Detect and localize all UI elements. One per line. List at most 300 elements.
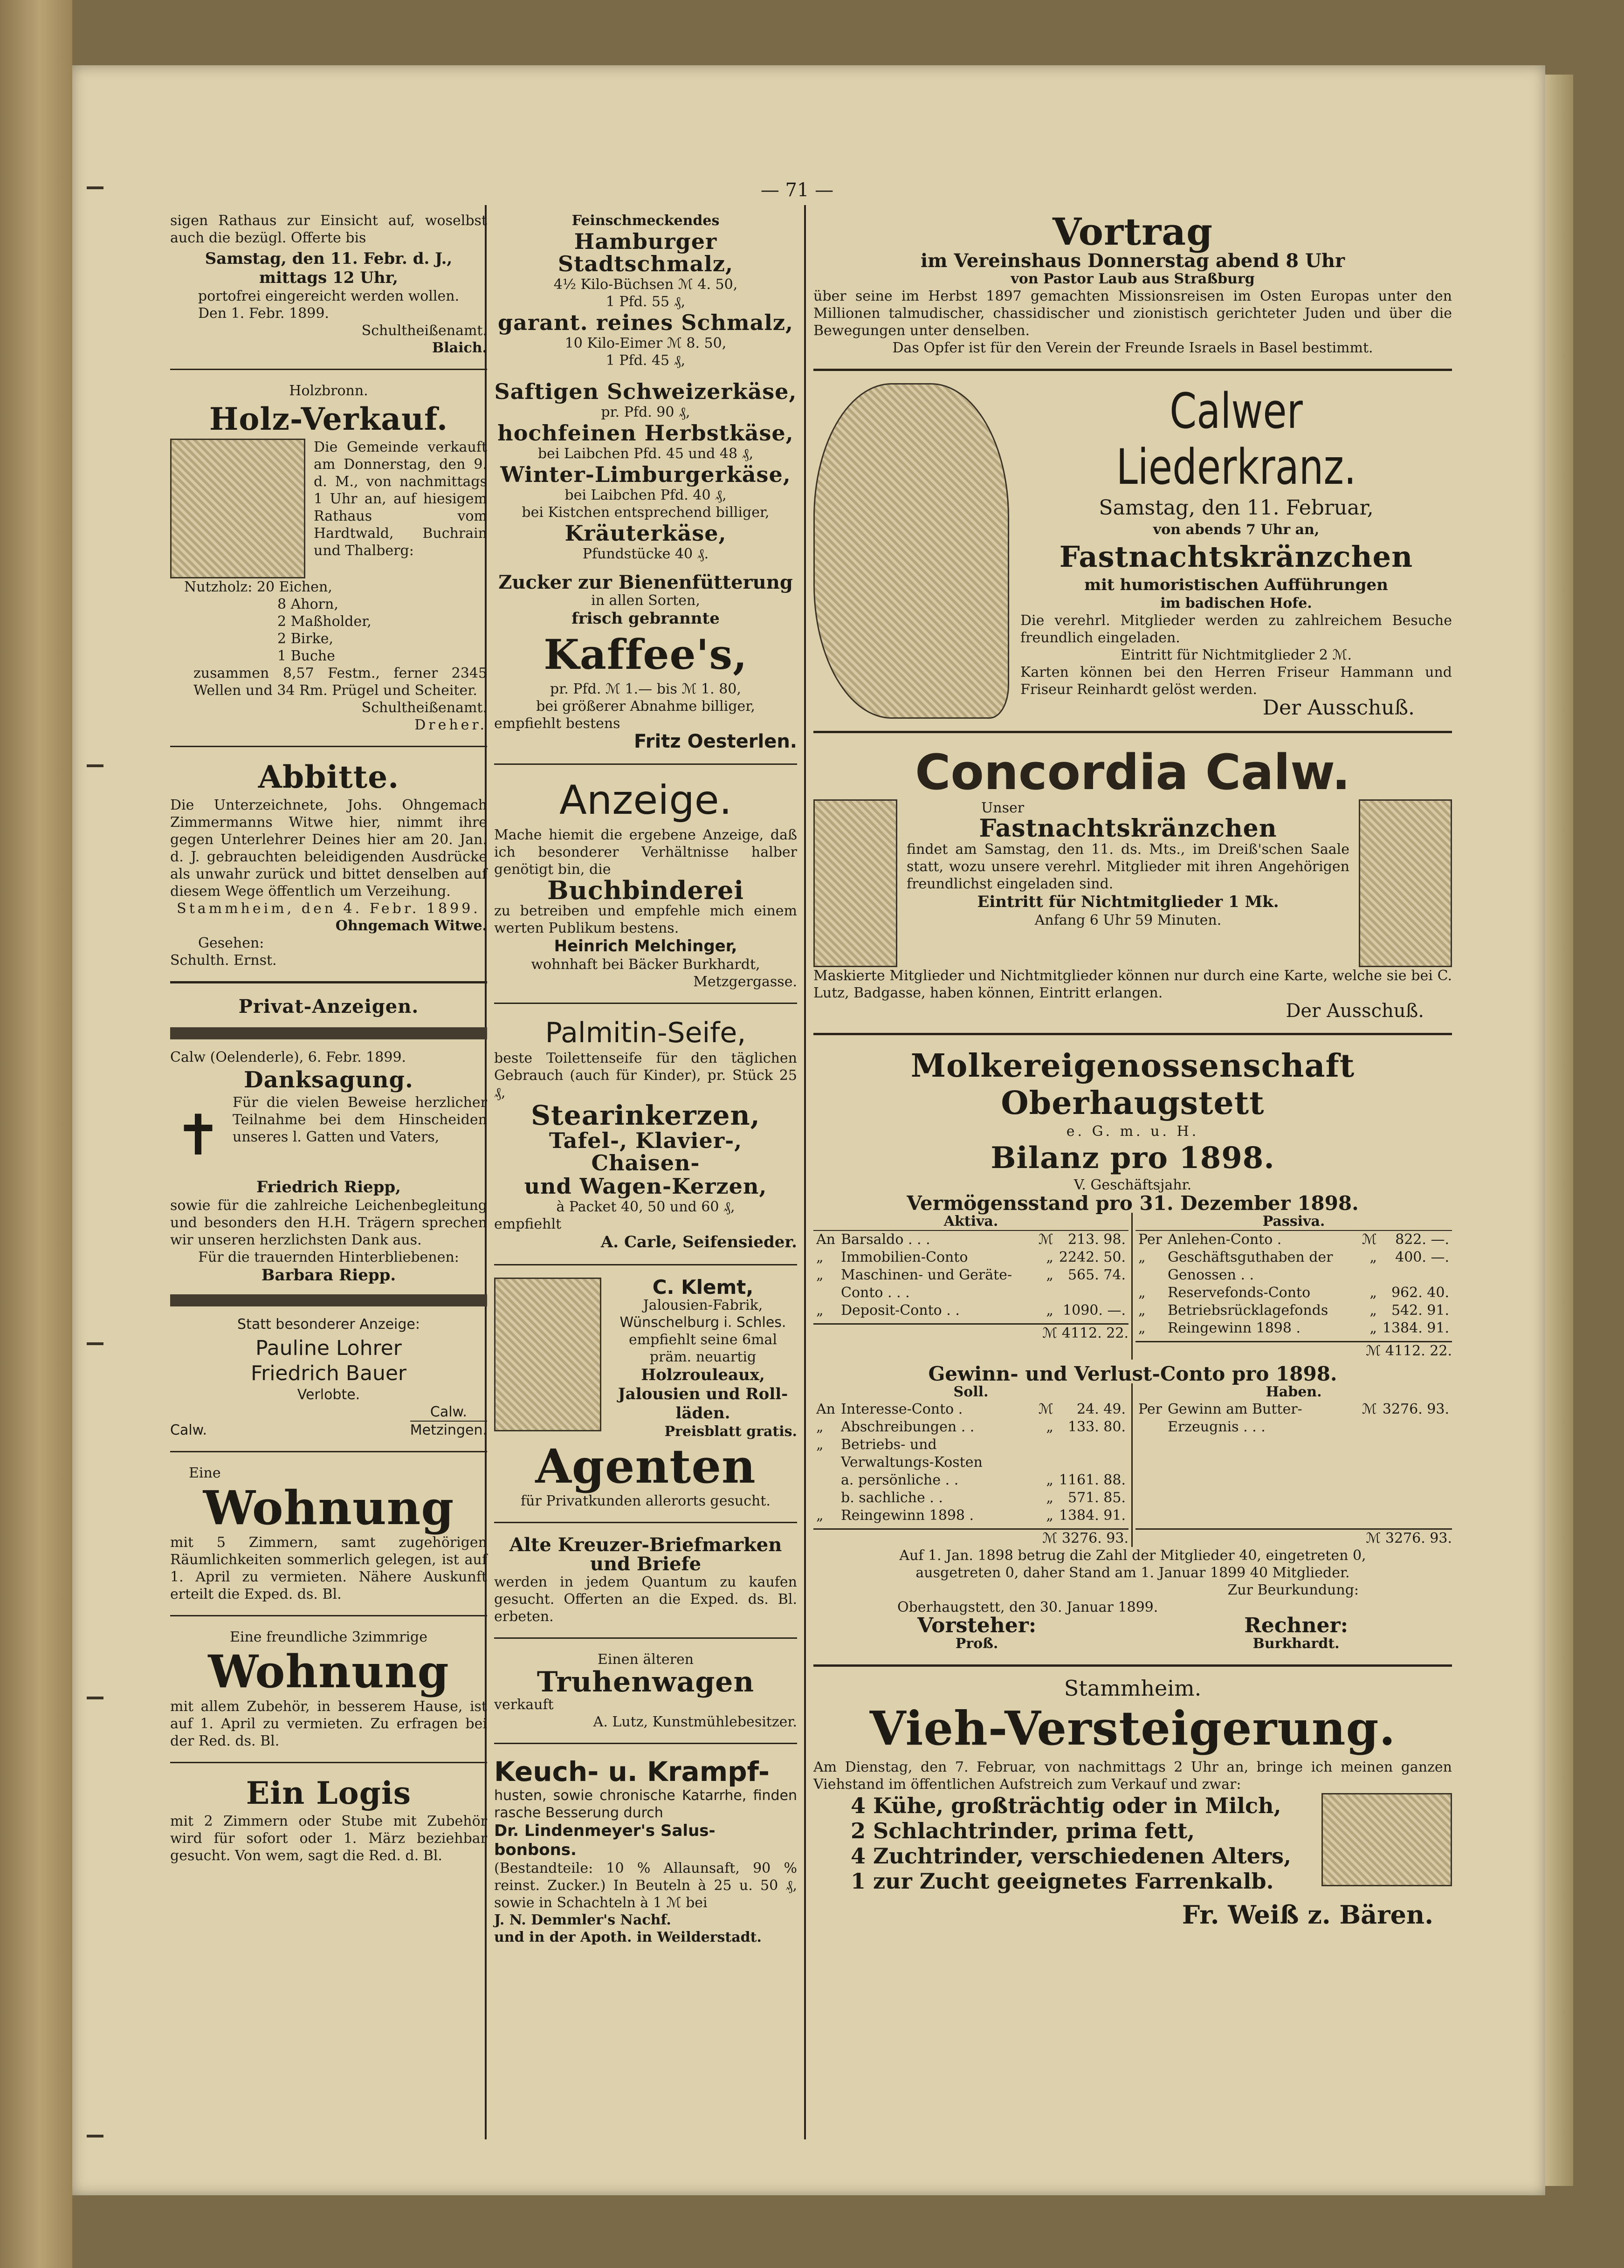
liederkranz-sub: mit humoristischen Aufführungen xyxy=(1084,576,1388,594)
kaese-title: Winter-Limburgerkäse, xyxy=(500,462,791,487)
klemt-line: Wünschelburg i. Schles. xyxy=(619,1314,786,1331)
stearin-title: Stearinkerzen, xyxy=(531,1100,760,1131)
table-cell-label: Barsaldo . . . xyxy=(841,1231,930,1248)
molkerei-title: Molkereigenossenschaft Oberhaugstett xyxy=(910,1047,1355,1122)
anzeige-text2: zu betreiben und empfehle mich einem werten Publikum bestens. xyxy=(494,903,797,936)
holz-sum: zusammen 8,57 Festm., ferner 2345 Wellen und 34 Rm. Prügel und Scheiter. xyxy=(193,665,487,699)
cross-icon: ✝ xyxy=(174,1103,222,1168)
anzeige-addr: Metzgergasse. xyxy=(693,974,797,990)
haben-side xyxy=(1133,1383,1452,1547)
liederkranz-time: von abends 7 Uhr an, xyxy=(1153,522,1320,538)
vieh-text: Am Dienstag, den 7. Februar, von nachmittags 2 Uhr an, bringe ich meinen ganzen Viehstand im öffentlichen Aufstreich zum Verkauf und zwar: xyxy=(813,1759,1452,1793)
table-cell-label: Geschäftsguthaben der Genossen . . xyxy=(1167,1249,1333,1283)
soll-table xyxy=(813,1401,1129,1525)
klemt-name: C. Klemt, xyxy=(652,1276,754,1299)
wohnung2-head: Eine freundliche 3zimmrige xyxy=(229,1629,428,1645)
table-cell-pre: „ xyxy=(816,1507,824,1524)
table-cell-cur: „ xyxy=(1369,1285,1377,1301)
divider xyxy=(813,1033,1452,1035)
kaffee-line: pr. Pfd. ℳ 1.— bis ℳ 1. 80, xyxy=(550,681,741,697)
table-cell-label: Immobilien-Conto xyxy=(841,1249,968,1265)
table-cell-cur: „ xyxy=(1046,1267,1053,1283)
palmitin-text: beste Toilettenseife für den täglichen Gebrauch (auch für Kinder), pr. Stück 25 ₰, xyxy=(494,1050,797,1101)
table-cell-pre xyxy=(813,1489,838,1507)
table-cell-pre: „ xyxy=(816,1267,824,1283)
table-cell-cur: „ xyxy=(1369,1249,1377,1265)
schmalz-head: Feinschmeckendes xyxy=(571,213,720,229)
liederkranz-cards: Karten können bei den Herren Friseur Hammann und Friseur Reinhardt gelöst werden. xyxy=(1020,664,1452,698)
table-cell-val xyxy=(1056,1436,1129,1471)
vortrag-sub: im Vereinshaus Donnerstag abend 8 Uhr xyxy=(920,250,1345,272)
guv-table xyxy=(813,1383,1452,1547)
table-cell-cur: „ xyxy=(1369,1302,1377,1319)
table-cell-label: Reservefonds-Conto xyxy=(1167,1285,1311,1301)
table-cell-pre: „ xyxy=(816,1419,824,1435)
dank-text2: sowie für die zahlreiche Leichenbegleitung und besonders den H.H. Trägern sprechen wir unseren herzlichsten Dank aus. xyxy=(170,1197,487,1248)
table-cell-pre: „ xyxy=(816,1249,824,1265)
keuchhusten-title: Keuch- u. Krampf- xyxy=(494,1756,770,1787)
divider xyxy=(170,981,487,983)
anzeige-title: Anzeige. xyxy=(559,777,732,824)
dancer-illustration xyxy=(1359,799,1452,967)
table-cell-label: a. persönliche . . xyxy=(841,1472,959,1488)
abbitte-seen: Gesehen: xyxy=(198,935,264,951)
holz-text: Die Gemeinde verkauft am Donnerstag, den 9. d. M., von nachmittags 1 Uhr an, auf hiesigem Rathaus vom Hardtwald, Buchrain und Thalberg: xyxy=(314,439,487,559)
klemt-line: empfiehlt seine 6mal präm. neuartig xyxy=(628,1332,778,1365)
holz-items xyxy=(170,578,487,665)
table-cell-pre: An xyxy=(816,1401,835,1417)
schmalz-title: Hamburger Stadtschmalz, xyxy=(557,229,734,276)
engagement-name: Friedrich Bauer xyxy=(251,1361,406,1385)
table-cell-val: 1384. 91. xyxy=(1382,1320,1449,1336)
holz-place: Holzbronn. xyxy=(289,383,368,399)
wohnung2-text: mit allem Zubehör, in besserem Hause, ist auf 1. April zu vermieten. Zu erfragen bei der Red. ds. Bl. xyxy=(170,1698,487,1749)
divider xyxy=(813,731,1452,733)
binding-mark xyxy=(87,1697,103,1699)
divider xyxy=(494,1003,797,1004)
kaese-title: Kräuterkäse, xyxy=(564,521,727,546)
rechner-label: Rechner: xyxy=(1244,1614,1348,1637)
table-cell-label: Reingewinn 1898 . xyxy=(1167,1320,1301,1336)
table-row xyxy=(1135,1231,1452,1249)
table-cell-val: 962. 40. xyxy=(1391,1285,1449,1301)
dank-body xyxy=(170,1094,487,1178)
engagement-name: Pauline Lohrer xyxy=(255,1336,402,1360)
vieh-place: Stammheim. xyxy=(1064,1676,1202,1701)
table-cell-cur: ℳ xyxy=(1362,1401,1377,1417)
kaese-title: hochfeinen Herbstkäse, xyxy=(497,420,794,446)
concordia-sign: Der Ausschuß. xyxy=(1286,1000,1424,1022)
abbitte-title: Abbitte. xyxy=(258,759,399,795)
kaese-line: Pfundstücke 40 ₰. xyxy=(582,546,709,562)
table-cell-label: Betriebsrücklagefonds xyxy=(1167,1302,1328,1319)
table-cell-val: 822. —. xyxy=(1395,1231,1449,1248)
concordia-event: Fastnachtskränzchen xyxy=(979,814,1277,843)
soll-side xyxy=(813,1383,1133,1547)
molkerei-date: Oberhaugstett, den 30. Januar 1899. xyxy=(897,1599,1158,1615)
holz-item: 2 Maßholder, xyxy=(277,613,372,630)
vieh-items xyxy=(813,1793,1321,1894)
wohnung2-title: Wohnung xyxy=(208,1645,449,1698)
concordia-body xyxy=(813,799,1452,967)
table-cell-val: 133. 80. xyxy=(1067,1419,1126,1435)
zucker-line: in allen Sorten, xyxy=(591,592,700,609)
column-2 xyxy=(494,212,797,1946)
divider xyxy=(813,369,1452,371)
spacer xyxy=(1135,1436,1452,1525)
divider xyxy=(494,1743,797,1744)
divider xyxy=(494,1522,797,1523)
schmalz-line: 1 Pfd. 45 ₰, xyxy=(606,352,686,369)
jester-illustration xyxy=(813,799,897,967)
stearin-line: und Wagen-Kerzen, xyxy=(524,1174,767,1199)
molkerei-year: V. Geschäftsjahr. xyxy=(1073,1177,1192,1193)
vieh-item: 4 Kühe, großträchtig oder in Milch, xyxy=(851,1793,1281,1818)
molkerei-guv: Gewinn- und Verlust-Conto pro 1898. xyxy=(928,1362,1337,1385)
table-row xyxy=(813,1401,1129,1418)
wohnung1-title: Wohnung xyxy=(203,1480,454,1535)
jalousie-illustration xyxy=(494,1278,601,1431)
briefmarken-text: werden in jedem Quantum zu kaufen gesucht. Offerten an die Exped. ds. Bl. erbeten. xyxy=(494,1574,797,1625)
kaese-line: bei Laibchen Pfd. 40 ₰, xyxy=(564,487,727,503)
table-cell-cur xyxy=(1036,1436,1056,1471)
molkerei-members: Auf 1. Jan. 1898 betrug die Zahl der Mitglieder 40, eingetreten 0, ausgetreten 0, daher Stand am 1. Januar 1899 40 Mitglieder. xyxy=(899,1547,1366,1581)
abbitte-date: Stammheim, den 4. Febr. 1899. xyxy=(177,900,481,917)
table-cell-pre: „ xyxy=(1138,1320,1146,1336)
concordia-start: Anfang 6 Uhr 59 Minuten. xyxy=(1034,912,1222,928)
vortrag-sub2: von Pastor Laub aus Straßburg xyxy=(1011,271,1255,287)
agenten-title: Agenten xyxy=(535,1439,756,1494)
truhen-head: Einen älteren xyxy=(597,1651,694,1668)
vieh-title: Vieh-Versteigerung. xyxy=(869,1701,1396,1756)
klemt-line: Jalousien-Fabrik, xyxy=(643,1297,763,1313)
dank-sign: Barbara Riepp. xyxy=(261,1266,396,1285)
holz-body xyxy=(170,439,487,578)
cow-illustration xyxy=(1321,1793,1452,1886)
binding-mark xyxy=(87,764,103,767)
tender-date: Den 1. Febr. 1899. xyxy=(198,305,329,322)
kaffee-sign: Fritz Oesterlen. xyxy=(634,731,797,752)
table-cell-cur: „ xyxy=(1046,1507,1053,1524)
binding-mark xyxy=(87,1342,103,1345)
liederkranz-ad xyxy=(813,383,1452,719)
table-cell-pre: Per xyxy=(1138,1401,1162,1417)
truhen-title: Truhenwagen xyxy=(537,1666,755,1698)
molkerei-sub: e. G. m. u. H. xyxy=(1066,1123,1199,1140)
logis-text: mit 2 Zimmern oder Stube mit Zubehör wird für sofort oder 1. März beziehbar gesucht. Von wem, sagt die Red. d. Bl. xyxy=(170,1813,487,1864)
schmalz-line: 1 Pfd. 55 ₰, xyxy=(606,294,686,310)
liederkranz-entry: Eintritt für Nichtmitglieder 2 ℳ. xyxy=(1120,647,1352,663)
clown-illustration xyxy=(813,383,1009,719)
tender-office: Schultheißenamt. xyxy=(361,323,487,339)
engagement-head: Statt besonderer Anzeige: xyxy=(237,1316,420,1333)
liederkranz-sign: Der Ausschuß. xyxy=(1262,696,1415,720)
engagement-word: Verlobte. xyxy=(297,1387,360,1403)
engagement-place: Metzingen. xyxy=(410,1422,487,1438)
table-cell-cur: ℳ xyxy=(1038,1401,1053,1417)
aktiva-heading: Aktiva. xyxy=(813,1213,1129,1231)
table-cell-val: 1161. 88. xyxy=(1059,1472,1126,1488)
concordia-text xyxy=(907,799,1349,967)
kaffee-head: frisch gebrannte xyxy=(571,609,720,628)
table-cell-val: 3276. 93. xyxy=(1382,1401,1449,1417)
liederkranz-place: im badischen Hofe. xyxy=(1160,595,1312,612)
schmalz-title2: garant. reines Schmalz, xyxy=(497,310,794,335)
table-row xyxy=(1135,1302,1452,1320)
table-cell-cur: „ xyxy=(1046,1472,1053,1488)
dank-title: Danksagung. xyxy=(244,1067,413,1093)
vortrag-title: Vortrag xyxy=(1052,210,1213,254)
klemt-line: Jalousien und Roll-läden. xyxy=(618,1385,788,1423)
kaffee-line: empfiehlt bestens xyxy=(494,715,620,732)
table-cell-val: 2242. 50. xyxy=(1059,1249,1126,1265)
vortrag-text2: Das Opfer ist für den Verein der Freunde Israels in Basel bestimmt. xyxy=(892,340,1373,356)
column-rule xyxy=(804,205,806,2139)
table-row xyxy=(813,1418,1129,1436)
abbitte-seen-sign: Schulth. Ernst. xyxy=(170,952,277,969)
table-cell-cur: „ xyxy=(1369,1320,1377,1336)
decorative-bar xyxy=(170,1027,487,1039)
soll-heading: Soll. xyxy=(953,1384,989,1400)
column-1 xyxy=(170,212,487,1864)
table-cell-val: 400. —. xyxy=(1395,1249,1449,1265)
keuchhusten-bold: Dr. Lindenmeyer's Salus-bonbons. xyxy=(494,1821,716,1859)
tender-sign: Blaich. xyxy=(432,340,487,356)
table-cell-cur: „ xyxy=(1046,1249,1053,1265)
table-cell-val: 1090. —. xyxy=(1063,1302,1126,1319)
table-cell-label: Deposit-Conto . . xyxy=(841,1302,960,1319)
kaffee-title: Kaffee's, xyxy=(544,630,748,679)
klemt-ad xyxy=(494,1278,797,1440)
logis-title: Ein Logis xyxy=(246,1775,412,1811)
table-cell-label: Reingewinn 1898 . xyxy=(841,1507,974,1524)
spacer xyxy=(494,369,797,379)
wohnung1-eine: Eine xyxy=(189,1465,221,1481)
table-cell-val: 542. 91. xyxy=(1391,1302,1449,1319)
tender-deadline: Samstag, den 11. Febr. d. J., mittags 12 Uhr, xyxy=(205,249,453,287)
dank-place: Calw (Oelenderle), 6. Febr. 1899. xyxy=(170,1049,406,1065)
table-cell-pre xyxy=(813,1471,838,1489)
holz-item: Nutzholz: 20 Eichen, xyxy=(184,579,332,595)
liederkranz-date: Samstag, den 11. Februar, xyxy=(1099,496,1374,520)
divider xyxy=(170,1615,487,1616)
engagement-places xyxy=(170,1403,487,1439)
private-ads-heading: Privat-Anzeigen. xyxy=(238,996,419,1017)
divider xyxy=(813,1664,1452,1667)
vieh-item: 2 Schlachtrinder, prima fett, xyxy=(851,1818,1195,1843)
haben-table xyxy=(1135,1401,1452,1436)
vieh-item: 4 Zuchtrinder, verschiedenen Alters, xyxy=(851,1843,1291,1869)
table-cell-val: 1384. 91. xyxy=(1059,1507,1126,1524)
divider xyxy=(170,369,487,370)
tender-text: portofrei eingereicht werden wollen. xyxy=(198,288,460,304)
holz-item: 1 Buche xyxy=(277,648,335,664)
stearin-empf: empfiehlt xyxy=(494,1216,562,1232)
table-row xyxy=(813,1266,1129,1302)
rechner-name: Burkhardt. xyxy=(1252,1636,1340,1652)
briefmarken-title: Alte Kreuzer-Briefmarken xyxy=(509,1534,782,1556)
molkerei-verm: Vermögensstand pro 31. Dezember 1898. xyxy=(907,1192,1359,1215)
molkerei-signs xyxy=(813,1616,1452,1652)
table-cell-label: b. sachliche . . xyxy=(841,1490,943,1506)
table-cell-label: Betriebs- und Verwaltungs-Kosten xyxy=(841,1436,983,1471)
kaffee-line: bei größerer Abnahme billiger, xyxy=(536,698,755,715)
molkerei-sign-rechner xyxy=(1244,1616,1348,1652)
liederkranz-text xyxy=(1020,383,1452,719)
tender-text: sigen Rathaus zur Einsicht auf, woselbst auch die bezügl. Offerte bis xyxy=(170,213,487,246)
engagement-places-right xyxy=(410,1403,487,1439)
agenten-line: für Privatkunden allerorts gesucht. xyxy=(521,1493,771,1509)
passiva-side xyxy=(1133,1213,1452,1360)
previous-page-strip xyxy=(0,0,72,2268)
table-cell-label: Anlehen-Conto . xyxy=(1167,1231,1282,1248)
table-row xyxy=(813,1507,1129,1525)
binding-mark xyxy=(87,2135,103,2137)
divider xyxy=(170,1451,487,1452)
table-cell-pre: Per xyxy=(1138,1231,1162,1248)
table-cell-label: Interesse-Conto . xyxy=(841,1401,963,1417)
table-cell-val: 24. 49. xyxy=(1077,1401,1126,1417)
kaese-line: pr. Pfd. 90 ₰, xyxy=(601,404,690,420)
concordia-unser: Unser xyxy=(981,800,1025,816)
stearin-price: à Packet 40, 50 und 60 ₰, xyxy=(556,1199,735,1215)
table-cell-pre: „ xyxy=(816,1436,824,1453)
table-row xyxy=(1135,1401,1452,1436)
kaese-line: bei Laibchen Pfd. 45 und 48 ₰, xyxy=(537,446,754,462)
truhen-line: verkauft xyxy=(494,1697,554,1713)
holz-office: Schultheißenamt. xyxy=(361,700,487,716)
briefmarken-title: und Briefe xyxy=(590,1553,702,1575)
table-row xyxy=(1135,1320,1452,1337)
divider xyxy=(494,763,797,765)
divider xyxy=(494,1637,797,1639)
decorative-bar xyxy=(170,1294,487,1306)
molkerei-sign-vorsteher xyxy=(917,1616,1036,1652)
table-row xyxy=(1135,1284,1452,1302)
table-cell-label: Abschreibungen . . xyxy=(841,1419,975,1435)
table-row xyxy=(813,1302,1129,1320)
divider xyxy=(494,1264,797,1265)
table-cell-pre: „ xyxy=(816,1302,824,1319)
vieh-list xyxy=(813,1793,1452,1894)
stearin-line: Tafel-, Klavier-, Chaisen- xyxy=(549,1128,743,1175)
aktiva-side xyxy=(813,1213,1133,1360)
table-cell-cur: „ xyxy=(1046,1302,1053,1319)
keuchhusten-text: husten, sowie chronische Katarrhe, finden rasche Besserung durch xyxy=(494,1787,797,1821)
holz-item: 8 Ahorn, xyxy=(277,596,338,612)
table-cell-cur: ℳ xyxy=(1038,1231,1053,1248)
dank-text: Für die vielen Beweise herzlicher Teilnahme bei dem Hinscheiden unseres l. Gatten und Vaters, xyxy=(233,1094,487,1145)
liederkranz-title: Calwer Liederkranz. xyxy=(1116,383,1356,495)
divider xyxy=(170,1762,487,1763)
engagement-place: Calw. xyxy=(410,1403,487,1422)
column-3 xyxy=(813,212,1452,1931)
molkerei-bilanz: Bilanz pro 1898. xyxy=(991,1141,1275,1175)
table-cell-val: 565. 74. xyxy=(1067,1267,1126,1283)
page-edge xyxy=(1545,75,1573,2186)
table-row xyxy=(813,1436,1129,1471)
abbitte-text: Die Unterzeichnete, Johs. Ohngemach Zimmermanns Witwe hier, nimmt ihre gegen Unterlehrer Deines hier am 20. Jan. d. J. gebrauchten beleidigenden Ausdrücke als unwahr zurück und bittet denselben auf diesem Wege öffentlich um Verzeihung. xyxy=(170,797,487,900)
schmalz-line: 4½ Kilo-Büchsen ℳ 4. 50, xyxy=(553,276,738,293)
keuchhusten-sign2: und in der Apoth. in Weilderstadt. xyxy=(494,1929,762,1945)
haben-heading: Haben. xyxy=(1266,1384,1322,1400)
table-row xyxy=(813,1231,1129,1249)
table-cell-pre: An xyxy=(816,1231,835,1248)
haben-sum: ℳ 3276. 93. xyxy=(1135,1528,1452,1547)
forest-workers-illustration xyxy=(170,439,305,578)
klemt-line: Preisblatt gratis. xyxy=(664,1423,797,1440)
klemt-text xyxy=(609,1278,797,1440)
liederkranz-event: Fastnachtskränzchen xyxy=(1059,540,1413,574)
kaese-line: bei Kistchen entsprechend billiger, xyxy=(522,504,770,521)
anzeige-buchbinderei: Buchbinderei xyxy=(547,875,744,905)
vieh-item: 1 zur Zucht geeignetes Farrenkalb. xyxy=(851,1869,1274,1894)
wohnung1-text: mit 5 Zimmern, samt zugehörigen Räumlichkeiten sommerlich gelegen, ist auf 1. April zu vermieten. Nähere Auskunft erteilt die Exped. ds. Bl. xyxy=(170,1534,487,1602)
holz-sign: Dreher. xyxy=(414,717,487,733)
vortrag-text: über seine im Herbst 1897 gemachten Missionsreisen im Osten Europas unter den Millionen talmudischer, chassidischer und zionistisch gerichteter Juden und über die Bewegungen unter denselben. xyxy=(813,288,1452,339)
engagement-place: Calw. xyxy=(170,1422,207,1438)
kaese-title: Saftigen Schweizerkäse, xyxy=(494,379,797,404)
dank-name: Friedrich Riepp, xyxy=(256,1178,401,1196)
vorsteher-name: Proß. xyxy=(955,1636,998,1652)
table-cell-pre: „ xyxy=(1138,1302,1146,1319)
concordia-mask: Maskierte Mitglieder und Nichtmitglieder können nur durch eine Karte, welche sie bei C. Lutz, Badgasse, haben können, Eintritt erlangen. xyxy=(813,968,1452,1001)
passiva-table xyxy=(1135,1231,1452,1337)
table-cell-label: Maschinen- und Geräte-Conto . . . xyxy=(841,1267,1012,1301)
vorsteher-label: Vorsteher: xyxy=(917,1614,1037,1637)
anzeige-text: Mache hiemit die ergebene Anzeige, daß ich besonderer Verhältnisse halber genötigt bin, die xyxy=(494,827,797,878)
soll-sum: ℳ 3276. 93. xyxy=(813,1528,1129,1547)
passiva-sum: ℳ 4112. 22. xyxy=(1135,1341,1452,1360)
stearin-sign: A. Carle, Seifensieder. xyxy=(600,1233,797,1251)
table-cell-cur: ℳ xyxy=(1362,1231,1377,1248)
anzeige-name: Heinrich Melchinger, xyxy=(554,937,737,955)
concordia-text: findet am Samstag, den 11. ds. Mts., im Dreiß'schen Saale statt, wozu unsere verehrl. Mitglieder mit ihren Angehörigen freundlichst eingeladen sind. xyxy=(907,841,1349,892)
binding-mark xyxy=(87,186,103,189)
vieh-sign: Fr. Weiß z. Bären. xyxy=(1182,1900,1433,1930)
molkerei-beurk: Zur Beurkundung: xyxy=(1227,1582,1359,1598)
concordia-title: Concordia Calw. xyxy=(915,744,1350,801)
divider xyxy=(170,746,487,747)
passiva-heading: Passiva. xyxy=(1135,1213,1452,1231)
concordia-entry: Eintritt für Nichtmitglieder 1 Mk. xyxy=(977,893,1279,911)
dank-text3: Für die trauernden Hinterbliebenen: xyxy=(198,1249,459,1265)
page-number: — 71 — xyxy=(760,179,834,201)
zucker-title: Zucker zur Bienenfütterung xyxy=(498,571,793,593)
table-cell-cur: „ xyxy=(1046,1490,1053,1506)
table-cell-pre: „ xyxy=(1138,1249,1146,1265)
table-row xyxy=(1135,1249,1452,1284)
palmitin-title: Palmitin-Seife, xyxy=(545,1017,746,1049)
abbitte-sign: Ohngemach Witwe. xyxy=(335,918,487,934)
table-cell-val: 571. 85. xyxy=(1067,1490,1126,1506)
schmalz-line: 10 Kilo-Eimer ℳ 8. 50, xyxy=(564,335,727,351)
aktiva-table xyxy=(813,1231,1129,1320)
holz-item: 2 Birke, xyxy=(277,631,334,647)
keuchhusten-sign: J. N. Demmler's Nachf. xyxy=(494,1912,671,1928)
table-row xyxy=(813,1471,1129,1489)
table-cell-label: Gewinn am Butter-Erzeugnis . . . xyxy=(1167,1401,1302,1435)
bilanz-table xyxy=(813,1213,1452,1360)
table-row xyxy=(813,1489,1129,1507)
aktiva-sum: ℳ 4112. 22. xyxy=(813,1323,1129,1342)
klemt-line: Holzrouleaux, xyxy=(641,1366,765,1384)
anzeige-addr: wohnhaft bei Bäcker Burkhardt, xyxy=(531,956,760,973)
table-cell-pre: „ xyxy=(1138,1285,1146,1301)
table-row xyxy=(813,1249,1129,1266)
truhen-sign: A. Lutz, Kunstmühlebesitzer. xyxy=(593,1714,797,1730)
keuchhusten-text2: (Bestandteile: 10 % Allaunsaft, 90 % reinst. Zucker.) In Beuteln à 25 u. 50 ₰, sowie in Schachteln à 1 ℳ bei xyxy=(494,1860,797,1911)
